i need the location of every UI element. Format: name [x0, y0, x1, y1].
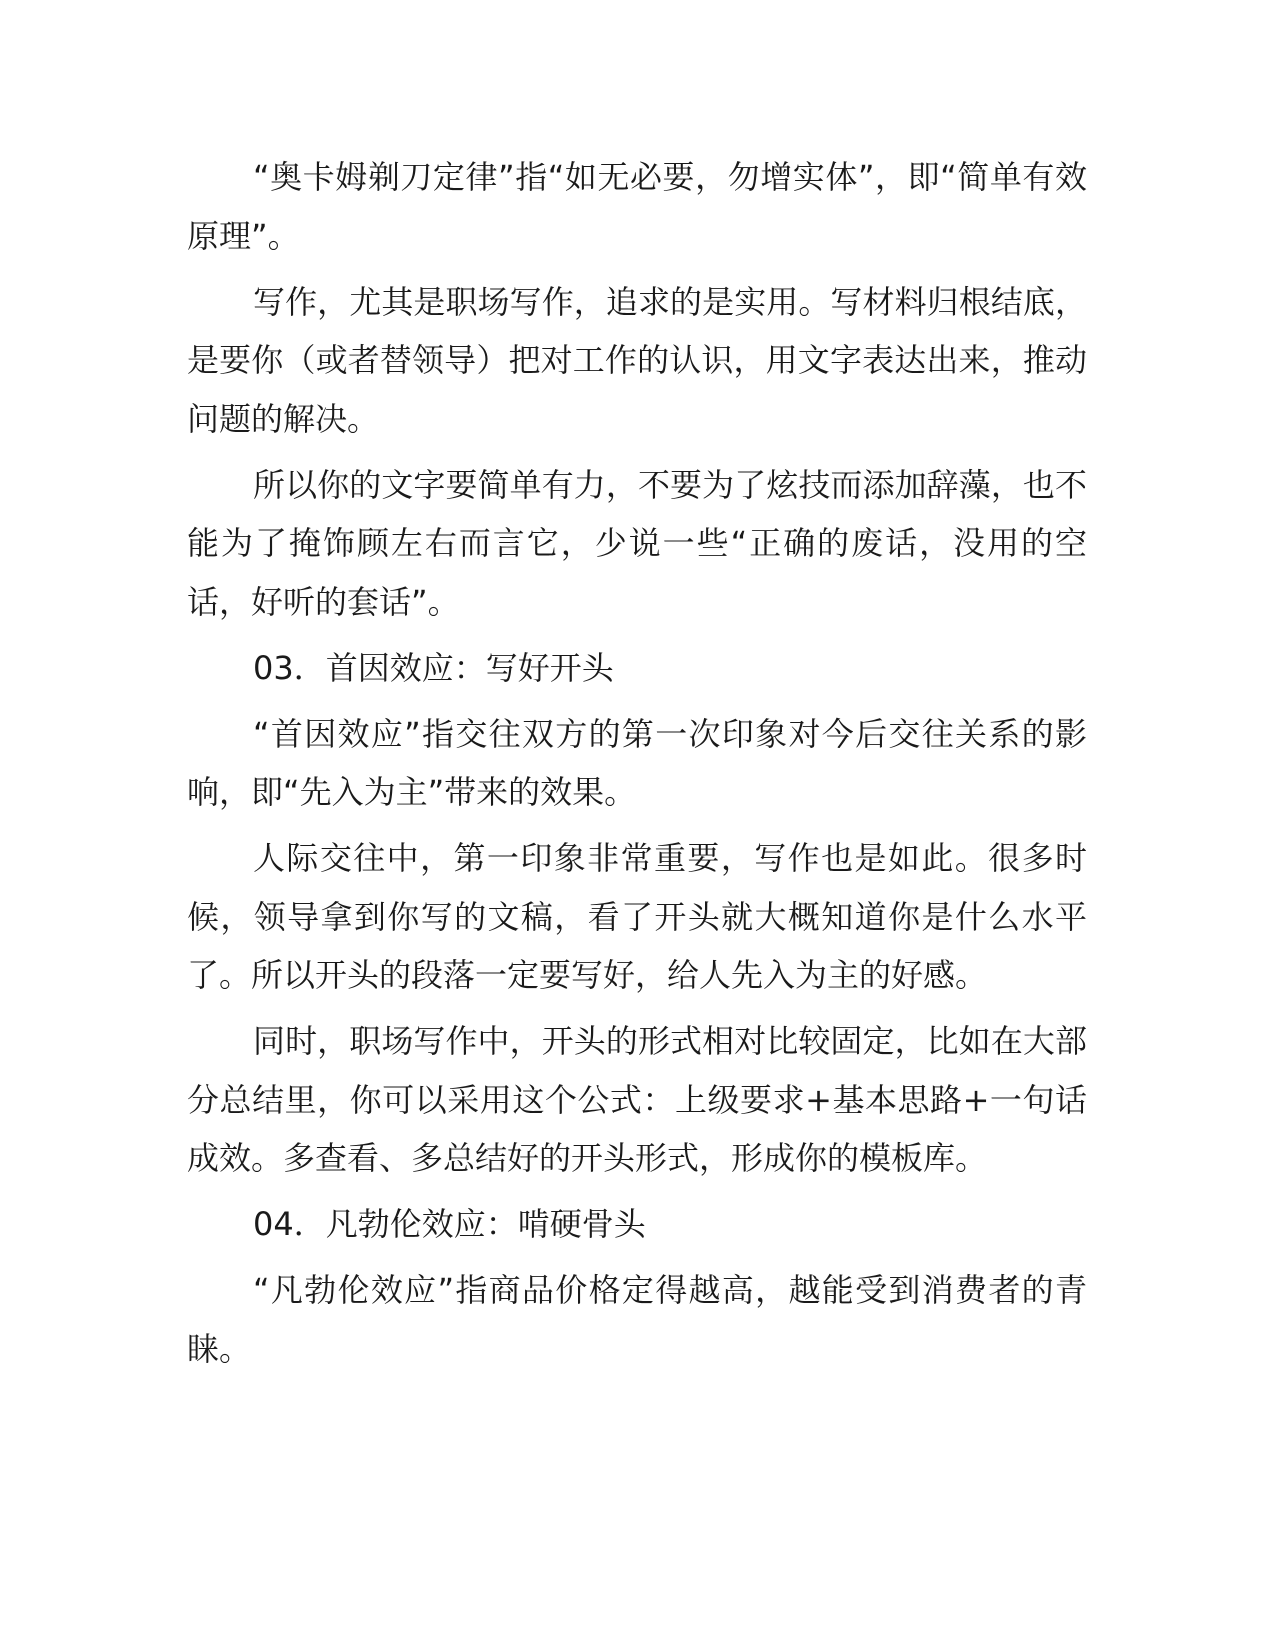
paragraph-workplace-writing: 写作，尤其是职场写作，追求的是实用。写材料归根结底，是要你（或者替领导）把对工作的认识，用文字表达出来，推动问题的解决。	[187, 282, 1087, 438]
document-body	[187, 148, 1087, 1386]
paragraph-primacy-effect-definition: “首因效应”指交往双方的第一次印象对今后交往关系的影响，即“先入为主”带来的效果。	[187, 714, 1087, 811]
section-heading-veblen-effect: 04．凡勃伦效应：啃硬骨头	[253, 1205, 646, 1243]
paragraph-occams-razor-definition: “奥卡姆剃刀定律”指“如无必要，勿增实体”，即“简单有效原理”。	[187, 158, 1087, 255]
section-heading-primacy-effect: 03．首因效应：写好开头	[253, 648, 614, 687]
paragraph-first-impression: 人际交往中，第一印象非常重要，写作也是如此。很多时候，领导拿到你写的文稿，看了开头就大概知道你是什么水平了。所以开头的段落一定要写好，给人先入为主的好感。	[187, 839, 1087, 994]
paragraph-opening-formula: 同时，职场写作中，开头的形式相对比较固定，比如在大部分总结里，你可以采用这个公式：上级要求+基本思路+一句话成效。多查看、多总结好的开头形式，形成你的模板库。	[187, 1022, 1087, 1177]
paragraph-veblen-effect-definition: “凡勃伦效应”指商品价格定得越高，越能受到消费者的青睐。	[187, 1271, 1087, 1368]
paragraph-simple-powerful-text: 所以你的文字要简单有力，不要为了炫技而添加辞藻，也不能为了掩饰顾左右而言它，少说一些“正确的废话，没用的空话，好听的套话”。	[187, 465, 1087, 621]
